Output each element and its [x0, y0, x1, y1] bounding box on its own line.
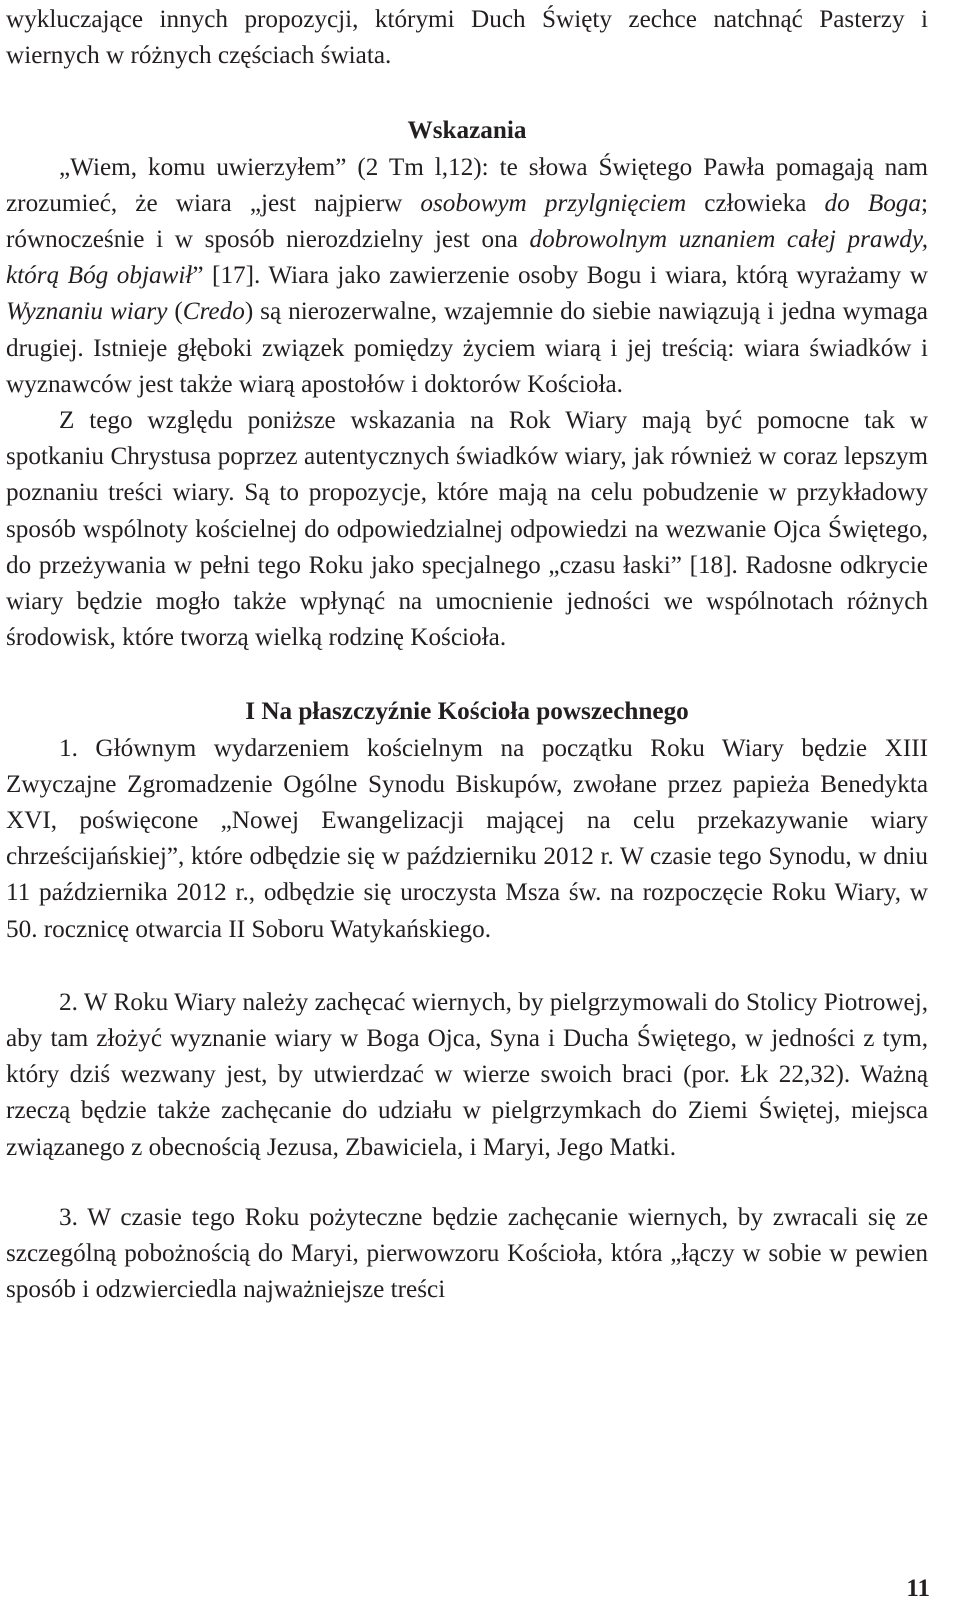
text-run: „Wiem, komu uwierzyłem” (2 Tm l,12): te słowa Świętego Pawła pomagają nam zrozumieć, że wiara „jest najpierw: [6, 153, 928, 217]
section1-point-2: 2. W Roku Wiary należy zachęcać wiernych, by pielgrzymowali do Stolicy Piotrowej, aby tam złożyć wyznanie wiary w Boga Ojca, Syna i Ducha Świętego, w jedności z tym, który dziś wezwany jest, by utwierdzać w wierze swoich braci (por. Łk 22,32). Ważną rzeczą będzie także zachęcanie do udziału w pielgrzymkach do Ziemi Świętej, miejsca związanego z obecnością Jezusa, Zbawiciela, i Maryi, Jego Matki.: [6, 988, 928, 1161]
text-run: człowieka: [686, 189, 825, 217]
text-run: ” [17]. Wiara jako zawierzenie osoby Bogu i wiara, którą wyrażamy w: [192, 262, 928, 290]
italic-run: dobrowolnym uznaniem całej prawdy, którą Bóg objawił: [6, 226, 928, 290]
text-run: ) są nierozerwalne, wzajemnie do siebie nawiązują i jedna wymaga drugiej. Istnieje głęboki związek pomiędzy życiem wiarą i jej treścią: wiara świadków i wyznawców jest także wiarą apostołów i doktorów Kościoła.: [6, 298, 928, 398]
italic-run: Wyznaniu wiary: [6, 298, 168, 326]
heading-wskazania: Wskazania: [407, 117, 527, 145]
wskazania-paragraph-2: Z tego względu poniższe wskazania na Rok Wiary mają być pomocne tak w spotkaniu Chrystusa poprzez autentycznych świadków wiary, jak również w coraz lepszym poznaniu treści wiary. Są to propozycje, które mają na celu pobudzenie w przykładowy sposób wspólnoty kościelnej do odpowiedzialnej odpowiedzi na wezwanie Ojca Świętego, do przeżywania w pełni tego Roku jako specjalnego „czasu łaski” [18]. Radosne odkrycie wiary będzie mogło także wpłynąć na umocnienie jedności we wspólnotach różnych środowisk, które tworzą wielką rodzinę Kościoła.: [6, 407, 928, 652]
section1-point-1: 1. Głównym wydarzeniem kościelnym na początku Roku Wiary będzie XIII Zwyczajne Zgromadzenie Ogólne Synodu Biskupów, zwołane przez papieża Benedykta XVI, poświęcone „Nowej Ewangelizacji mającej na celu przekazywanie wiary chrześcijańskiej”, które odbędzie się w październiku 2012 r. W czasie tego Synodu, w dniu 11 października 2012 r., odbędzie się uroczysta Msza św. na rozpoczęcie Roku Wiary, w 50. rocznicę otwarcia II Soboru Watykańskiego.: [6, 734, 928, 943]
text-run: (: [167, 298, 183, 326]
wskazania-paragraph-1: [6, 150, 928, 403]
section1-point-3: 3. W czasie tego Roku pożyteczne będzie zachęcanie wiernych, by zwracali się ze szczególną pobożnością do Maryi, pierwowzoru Kościoła, która „łączy w sobie w pewien sposób i odzwierciedla najważniejsze treści: [6, 1203, 928, 1304]
italic-run: do Boga: [824, 189, 921, 217]
text-run: ; równocześnie i w sposób nierozdzielny jest ona: [6, 189, 928, 254]
intro-paragraph: wykluczające innych propozycji, którymi Duch Święty zechce natchnąć Pasterzy i wiernych w różnych częściach świata.: [6, 6, 928, 70]
italic-run: Credo: [182, 298, 245, 326]
page-number: 11: [906, 1575, 930, 1602]
heading-section-1: I Na płaszczyźnie Kościoła powszechnego: [245, 698, 689, 726]
italic-run: osobowym przylgnięciem: [420, 189, 687, 217]
document-page: [6, 2, 928, 1309]
